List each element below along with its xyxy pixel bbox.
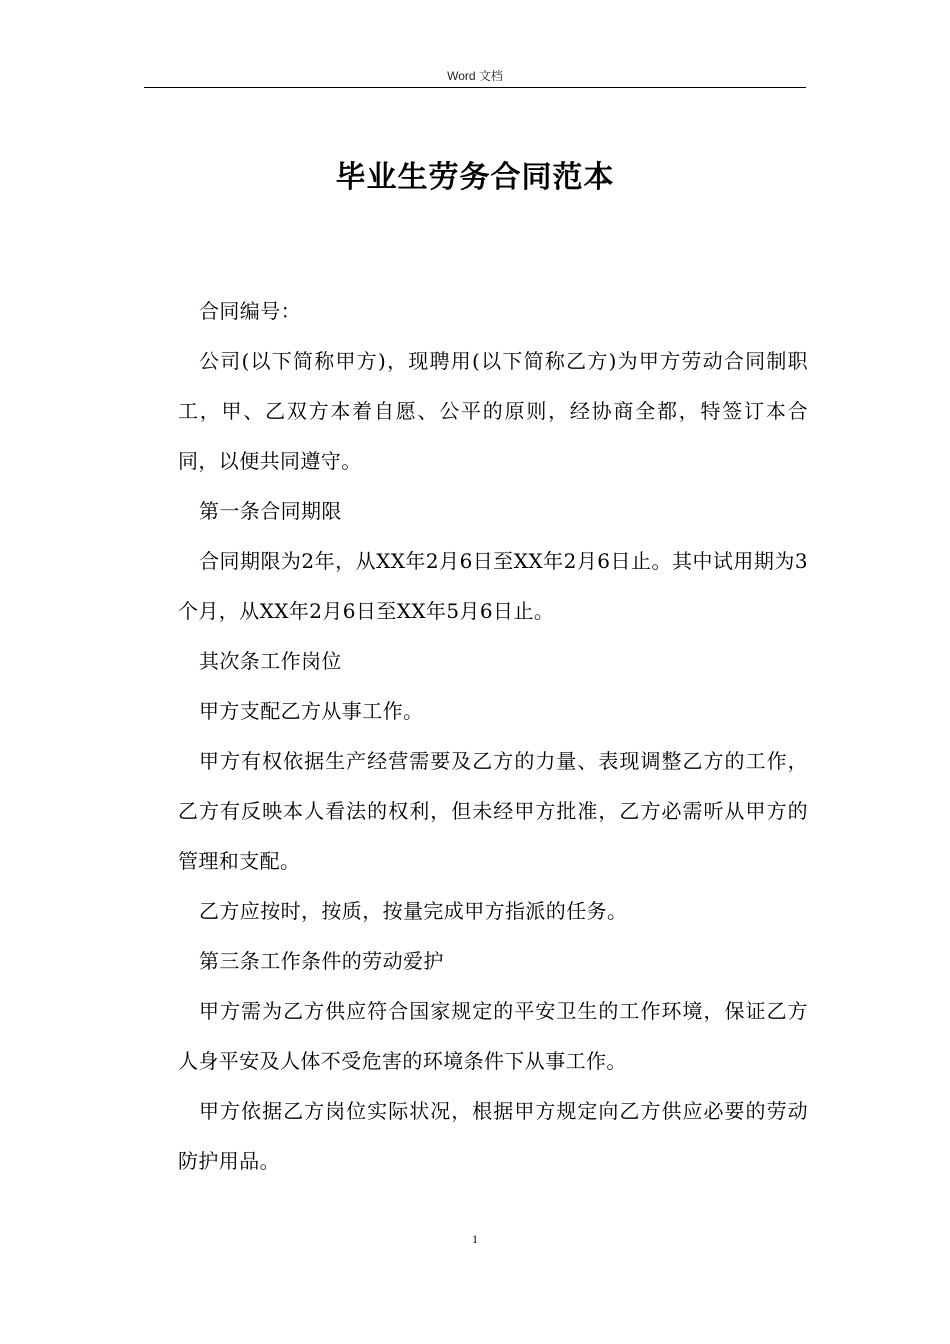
paragraph-assignment: 甲方支配乙方从事工作。	[199, 699, 424, 723]
document-body	[178, 286, 808, 1186]
paragraph-adjustment: 甲方有权依据生产经营需要及乙方的力量、表现调整乙方的工作，乙方有反映本人看法的权利，但未经甲方批准，乙方必需听从甲方的管理和支配。	[178, 749, 808, 873]
heading-article-3: 第三条工作条件的劳动爱护	[199, 949, 444, 973]
paragraph-work-environment: 甲方需为乙方供应符合国家规定的平安卫生的工作环境，保证乙方人身平安及人体不受危害的环境条件下从事工作。	[178, 999, 808, 1073]
paragraph-protective-equipment: 甲方依据乙方岗位实际状况，根据甲方规定向乙方供应必要的劳动防护用品。	[178, 1099, 808, 1173]
header-divider	[144, 87, 806, 88]
paragraph-task-completion: 乙方应按时，按质，按量完成甲方指派的任务。	[199, 899, 628, 923]
paragraph-contract-term: 合同期限为2年，从XX年2月6日至XX年2月6日止。其中试用期为3个月，从XX年2月6日至XX年5月6日止。	[178, 549, 808, 623]
heading-article-2: 其次条工作岗位	[199, 649, 342, 673]
paragraph-contract-number: 合同编号：	[199, 299, 301, 323]
page-number: 1	[472, 1232, 478, 1246]
document-title: 毕业生劳务合同范本	[335, 160, 615, 195]
page-header: Word 文档	[447, 69, 503, 83]
heading-article-1: 第一条合同期限	[199, 499, 342, 523]
paragraph-intro: 公司(以下简称甲方)，现聘用(以下简称乙方)为甲方劳动合同制职工，甲、乙双方本着自愿、公平的原则，经协商全都，特签订本合同，以便共同遵守。	[178, 349, 808, 473]
